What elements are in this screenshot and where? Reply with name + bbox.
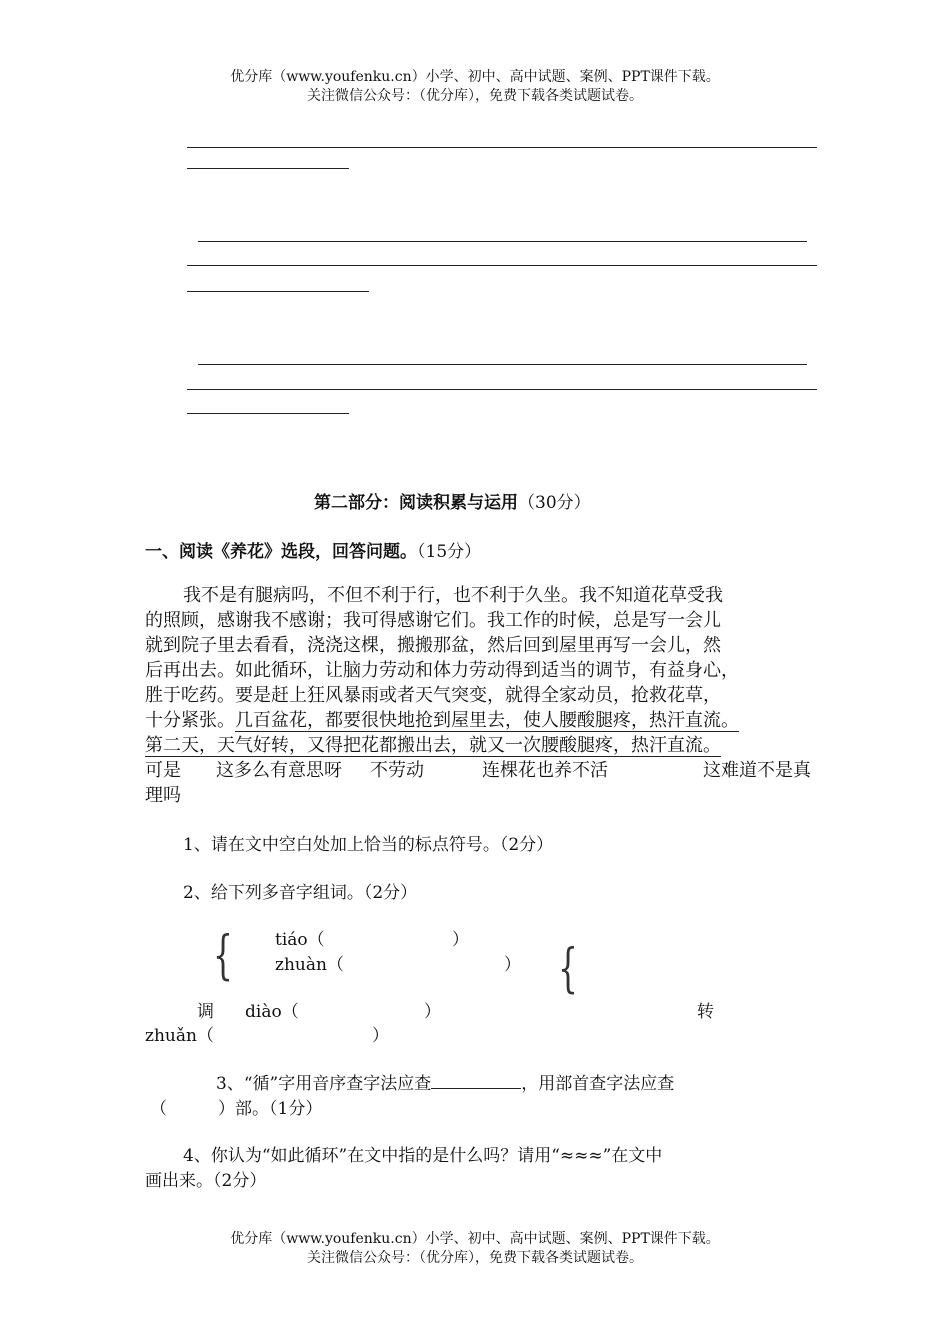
close-paren: ）	[452, 930, 469, 950]
passage-line: 的照顾，感谢我不感谢；我可得感谢它们。我工作的时候，总是写一会儿	[145, 610, 721, 631]
passage-line-blank-2: 这多么有意思呀	[216, 760, 342, 781]
pinyin-zhuan4: zhuàn（	[275, 955, 344, 975]
answer-line	[187, 265, 817, 266]
close-paren: ）	[424, 1002, 441, 1022]
pinyin-tiao: tiáo（	[275, 930, 325, 950]
section-title	[145, 537, 481, 562]
question-4: 4、你认为“如此循环”在文中指的是什么吗？请用“≈≈≈”在文中	[183, 1146, 663, 1166]
page-header-line-1: 优分库（www.youfenku.cn）小学、初中、高中试题、案例、PPT课件下载。	[230, 69, 720, 85]
close-paren: ）	[372, 1026, 389, 1046]
question-3	[216, 1069, 674, 1094]
part-title	[314, 488, 591, 513]
passage-line: 后再出去。如此循环，让脑力劳动和体力劳动得到适当的调节，有益身心，	[145, 660, 739, 681]
answer-line	[187, 168, 349, 169]
section-score: （15分）	[417, 542, 482, 562]
passage-line	[145, 708, 739, 733]
char-zhuan: 转	[697, 1002, 714, 1022]
part-score: （30分）	[518, 493, 591, 513]
page-footer-line-1: 优分库（www.youfenku.cn）小学、初中、高中试题、案例、PPT课件下载。	[230, 1231, 720, 1247]
section-title-text: 一、阅读《养花》选段，回答问题。	[145, 542, 417, 562]
answer-blank[interactable]	[431, 1070, 521, 1089]
part-title-text: 第二部分：阅读积累与运用	[314, 493, 518, 513]
char-diao: 调	[197, 1002, 214, 1022]
answer-line	[187, 413, 349, 414]
answer-line	[198, 364, 807, 365]
underlined-sentence: 第二天，天气好转，又得把花都搬出去，就又一次腰酸腿疼，热汗直流。	[145, 735, 721, 756]
passage-line: 胜于吃药。要是赶上狂风暴雨或者天气突变，就得全家动员，抢救花草，	[145, 685, 721, 706]
page-footer-line-2: 关注微信公众号：（优分库），免费下载各类试题试卷。	[307, 1250, 643, 1266]
answer-line	[187, 389, 817, 390]
question-1: 1、请在文中空白处加上恰当的标点符号。（2分）	[183, 835, 554, 855]
passage-text: 十分紧张。	[145, 710, 235, 731]
passage-line-blank-1: 可是	[145, 760, 181, 781]
passage-line: 我不是有腿病吗，不但不利于行，也不利于久坐。我不知道花草受我	[183, 585, 723, 606]
pinyin-zhuan3: zhuǎn（	[145, 1026, 214, 1046]
question-4-cont: 画出来。（2分）	[145, 1171, 267, 1191]
answer-line	[198, 241, 807, 242]
left-brace-icon: {	[213, 926, 233, 986]
question-3-text-a: 3、“循”字用音序查字法应查	[216, 1074, 432, 1094]
passage-line-blank-3: 不劳动	[370, 760, 424, 781]
passage-line-blank-5: 这难道不是真	[703, 760, 811, 781]
passage-line	[145, 733, 721, 758]
question-3-cont: （ ）部。（1分）	[150, 1099, 323, 1119]
answer-line	[187, 291, 369, 292]
pinyin-diao: diào（	[245, 1002, 299, 1022]
passage-line-blank-4: 连棵花也养不活	[482, 760, 608, 781]
passage-line: 理吗	[145, 785, 181, 806]
left-brace-icon: {	[558, 939, 578, 999]
answer-line	[187, 147, 817, 148]
page-header-line-2: 关注微信公众号：（优分库），免费下载各类试题试卷。	[307, 88, 643, 104]
question-3-text-b: ，用部首查字法应查	[521, 1074, 675, 1094]
question-2: 2、给下列多音字组词。（2分）	[183, 883, 418, 903]
passage-line: 就到院子里去看看，浇浇这棵，搬搬那盆，然后回到屋里再写一会儿，然	[145, 635, 721, 656]
underlined-sentence: 几百盆花，都要很快地抢到屋里去，使人腰酸腿疼，热汗直流。	[235, 710, 739, 731]
close-paren: ）	[504, 955, 521, 975]
